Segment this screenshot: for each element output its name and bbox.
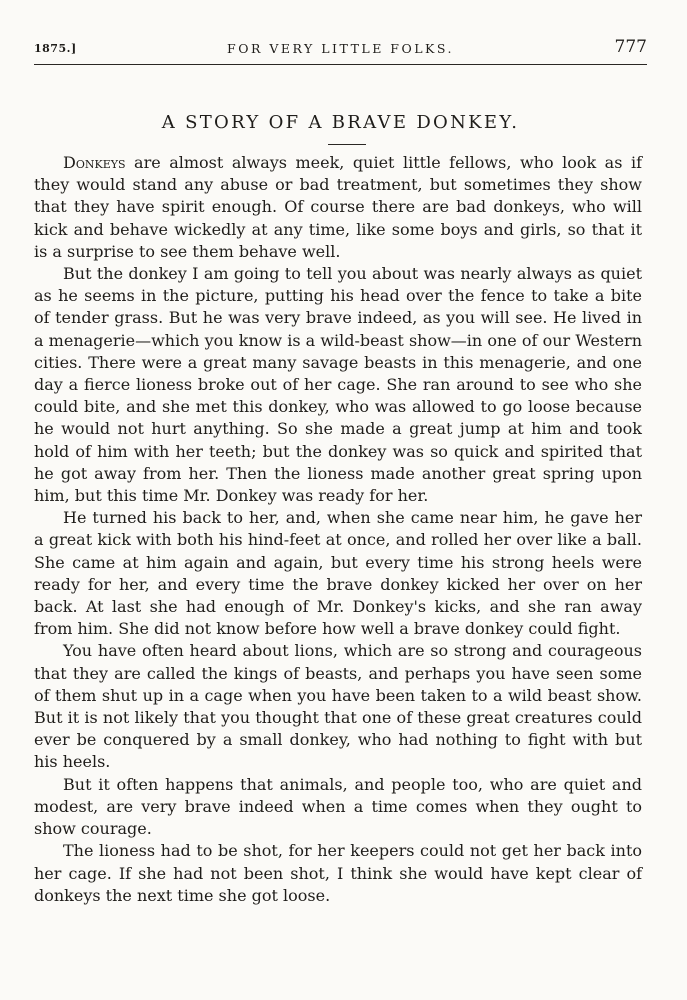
running-head bbox=[34, 38, 647, 62]
title-rule bbox=[328, 144, 366, 145]
running-head-year: 1875.] bbox=[34, 42, 77, 55]
article-title: A STORY OF A BRAVE DONKEY. bbox=[161, 112, 520, 133]
page-number: 777 bbox=[614, 37, 647, 57]
paragraph-1-text: are almost always meek, quiet little fellows, who look as if they would stand any abuse or bad treatment, but sometimes they show that they have spirit enough. Of course there are bad donkeys, who will kick and behave wickedly at any time, like some boys and girls, so that it is a surprise to see them behave well. bbox=[34, 153, 642, 261]
paragraph-1 bbox=[34, 152, 642, 263]
running-head-title: FOR VERY LITTLE FOLKS. bbox=[227, 41, 454, 56]
header-rule bbox=[34, 64, 647, 65]
article-body bbox=[34, 152, 642, 907]
paragraph-3: He turned his back to her, and, when she came near him, he gave her a great kick with both his hind-feet at once, and rolled her over like a ball. She came at him again and again, but every time his strong heels were ready for her, and every time the brave donkey kicked her over on her back. At last she had enough of Mr. Donkey's kicks, and she ran away from him. She did not know before how well a brave donkey could fight. bbox=[34, 508, 642, 639]
first-word: Donkeys bbox=[63, 153, 126, 172]
paragraph-2: But the donkey I am going to tell you about was nearly always as quiet as he seems in the picture, putting his head over the fence to take a bite of tender grass. But he was very brave indeed, as you will see. He lived in a menagerie—which you know is a wild-beast show—in one of our Western cities. There were a great many savage beasts in this menagerie, and one day a fierce lioness broke out of her cage. She ran around to see who she could bite, and she met this donkey, who was allowed to go loose because he would not hurt anything. So she made a great jump at him and took hold of him with her teeth; but the donkey was so quick and spirited that he got away from her. Then the lioness made another great spring upon him, but this time Mr. Donkey was ready for her. bbox=[34, 264, 642, 506]
paragraph-4: You have often heard about lions, which are so strong and courageous that they are called the kings of beasts, and perhaps you have seen some of them shut up in a cage when you have been taken to a wild beast show. But it is not likely that you thought that one of these great creatures could ever be conquered by a small donkey, who had nothing to fight with but his heels. bbox=[34, 641, 642, 772]
paragraph-6: The lioness had to be shot, for her keepers could not get her back into her cage. If she had not been shot, I think she would have kept clear of donkeys the next time she got loose. bbox=[34, 841, 642, 905]
paragraph-5: But it often happens that animals, and people too, who are quiet and modest, are very brave indeed when a time comes when they ought to show courage. bbox=[34, 774, 642, 839]
